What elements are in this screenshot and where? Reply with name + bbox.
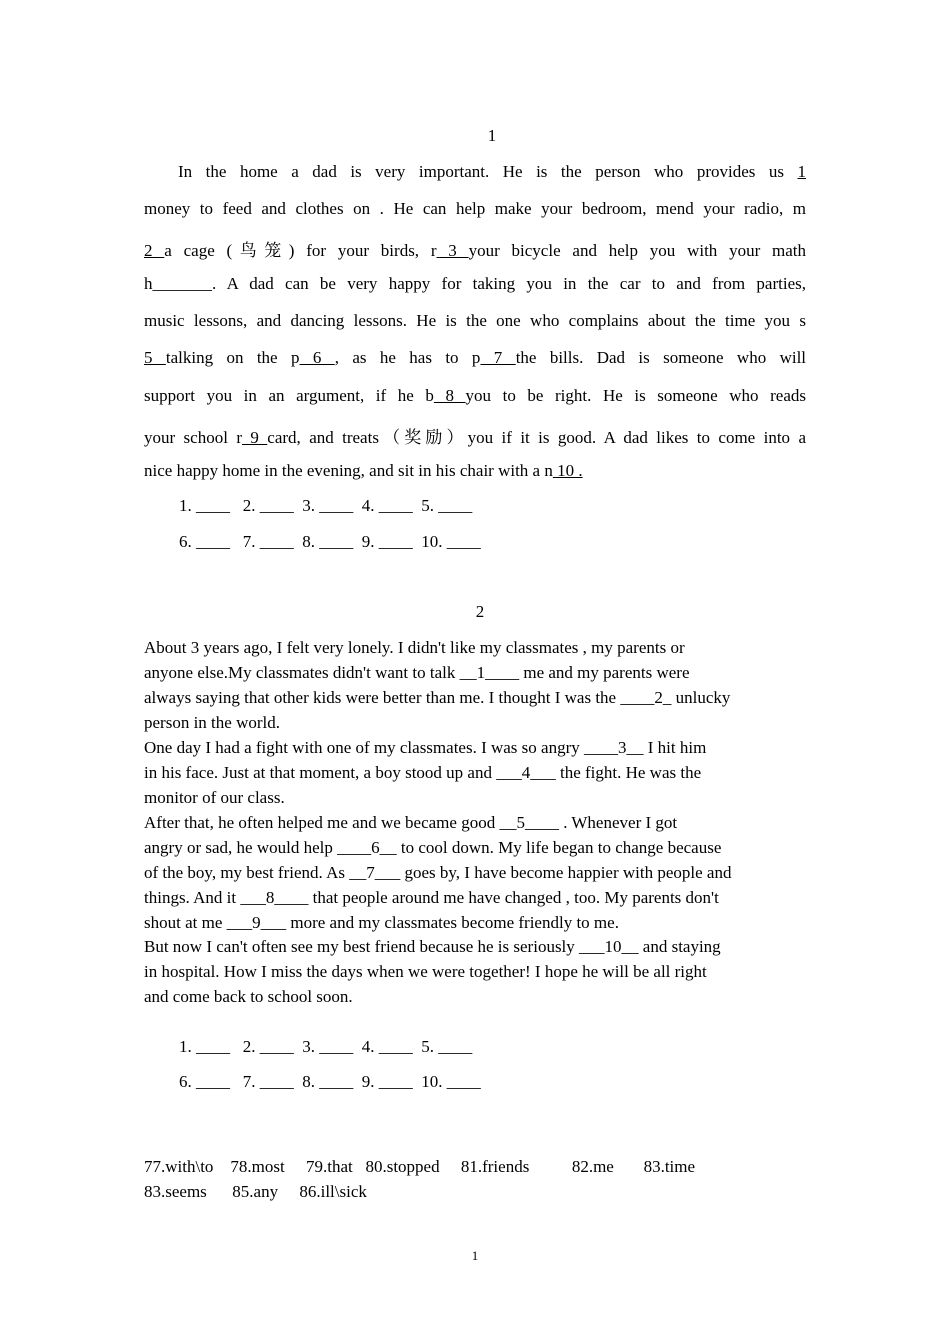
s2-line: of the boy, my best friend. As __7___ goes by, I have become happier with people and: [144, 863, 732, 882]
s2-line: angry or sad, he would help ____6__ to cool down. My life began to change because: [144, 838, 722, 857]
s2-line: and come back to school soon.: [144, 987, 353, 1006]
s1-line-2: money to feed and clothes on . He can help make your bedroom, mend your radio, m: [144, 199, 806, 218]
s1-answer-row-2: 6. ____ 7. ____ 8. ____ 9. ____ 10. ____: [179, 532, 481, 551]
s1-line-4: h_______. A dad can be very happy for taking you in the car to and from parties,: [144, 274, 806, 293]
s1-answer-row-1: 1. ____ 2. ____ 3. ____ 4. ____ 5. ____: [179, 496, 473, 515]
s2-line: About 3 years ago, I felt very lonely. I didn't like my classmates , my parents or: [144, 638, 685, 657]
s2-line: One day I had a fight with one of my classmates. I was so angry ____3__ I hit him: [144, 738, 707, 757]
s1-line-7: support you in an argument, if he b 8 you to be right. He is someone who reads: [144, 386, 806, 405]
page-number: 1: [471, 1248, 479, 1263]
s1-line-1: In the home a dad is very important. He is the person who provides us 1: [178, 162, 806, 181]
s2-line: monitor of our class.: [144, 788, 285, 807]
s2-line: person in the world.: [144, 713, 280, 732]
s2-line: shout at me ___9___ more and my classmates become friendly to me.: [144, 913, 619, 932]
s2-answer-row-2: 6. ____ 7. ____ 8. ____ 9. ____ 10. ____: [179, 1072, 481, 1091]
s1-line-3: 2 a cage (鸟笼) for your birds, r 3 your bicycle and help you with your math: [144, 241, 807, 260]
s1-line-6: 5 talking on the p 6 , as he has to p 7 the bills. Dad is someone who will: [144, 348, 807, 367]
s1-line-8: your school r 9 card, and treats（奖励）you if it is good. A dad likes to come into a: [144, 428, 806, 447]
s2-line: anyone else.My classmates didn't want to talk __1____ me and my parents were: [144, 663, 690, 682]
s1-line-5: music lessons, and dancing lessons. He is the one who complains about the time you s: [144, 311, 806, 330]
answer-key-row-2: 83.seems 85.any 86.ill\sick: [144, 1182, 367, 1201]
s2-line: in hospital. How I miss the days when we were together! I hope he will be all right: [144, 962, 707, 981]
s2-line: in his face. Just at that moment, a boy stood up and ___4___ the fight. He was the: [144, 763, 702, 782]
section-1-heading: 1: [487, 126, 497, 145]
s2-line: After that, he often helped me and we became good __5____ . Whenever I got: [144, 813, 678, 832]
s2-line: But now I can't often see my best friend because he is seriously ___10__ and staying: [144, 937, 721, 956]
section-2-heading: 2: [475, 602, 485, 621]
s1-line-9: nice happy home in the evening, and sit in his chair with a n 10 .: [144, 461, 583, 480]
s2-line: things. And it ___8____ that people around me have changed , too. My parents don't: [144, 888, 719, 907]
s2-line: always saying that other kids were better than me. I thought I was the ____2_ unlucky: [144, 688, 731, 707]
s2-answer-row-1: 1. ____ 2. ____ 3. ____ 4. ____ 5. ____: [179, 1037, 473, 1056]
answer-key-row-1: 77.with\to 78.most 79.that 80.stopped 81.friends 82.me 83.time: [144, 1157, 696, 1176]
